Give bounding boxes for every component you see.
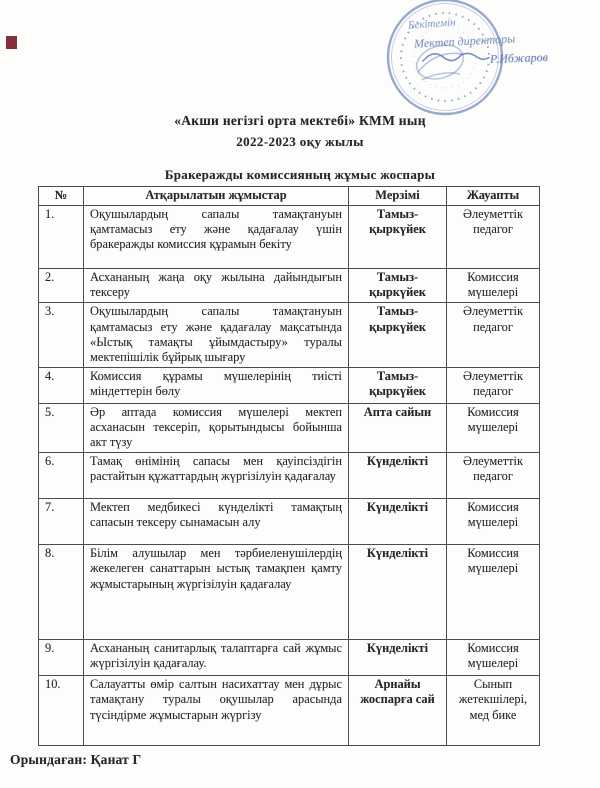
term-cell: Күнделікті xyxy=(349,545,447,640)
task-cell: Тамақ өнімінің сапасы мен қауіпсіздігін растайтын құжаттардың жүргізілуін қадағалау xyxy=(84,453,349,499)
row-number-cell: 2. xyxy=(39,269,84,303)
responsible-cell: Комиссия мүшелері xyxy=(447,403,540,452)
responsible-cell: Комиссия мүшелері xyxy=(447,499,540,545)
term-cell: Тамыз-қыркүйек xyxy=(349,367,447,403)
responsible-cell: Әлеуметтік педагог xyxy=(447,367,540,403)
school-name-title: «Акши негізгі орта мектебі» КММ ның xyxy=(174,113,426,128)
plan-title: Бракеражды комиссияның жұмыс жоспары xyxy=(164,167,436,182)
task-cell: Оқушылардың сапалы тамақтануын қамтамасыз ету және қадағалау мақсатында «Ыстық тамақты ұйымдастыру» туралы мектепішілік бұйрық шығару xyxy=(84,303,349,368)
row-number-cell: 10. xyxy=(39,676,84,746)
row-number-cell: 6. xyxy=(39,453,84,499)
task-cell: Асхананың санитарлық талаптарға сай жұмыс жүргізілуін қадағалау. xyxy=(84,640,349,676)
table-row xyxy=(39,453,540,499)
task-cell: Оқушылардың сапалы тамақтануын қамтамасыз ету және қадағалау үшін бракеражды комиссия құрамын бекіту xyxy=(84,206,349,269)
task-cell: Комиссия құрамы мүшелерінің тиісті міндеттерін бөлу xyxy=(84,367,349,403)
task-cell: Салауатты өмір салтын насихаттау мен дұрыс тамақтану туралы оқушылар арасында түсіндірме жұмыстарын жүргізу xyxy=(84,676,349,746)
term-cell: Күнделікті xyxy=(349,640,447,676)
row-number-cell: 1. xyxy=(39,206,84,269)
document-title-block xyxy=(0,113,600,183)
academic-year-title: 2022-2023 оқу жылы xyxy=(236,134,364,149)
header-term: Мерзімі xyxy=(349,187,447,206)
scan-artifact-mark xyxy=(6,36,17,49)
header-responsible: Жауапты xyxy=(447,187,540,206)
stamp-approve-text: Бекітемін xyxy=(407,16,457,32)
table-header-row xyxy=(39,187,540,206)
row-number-cell: 8. xyxy=(39,545,84,640)
director-signature-name: Р.Ибжаров xyxy=(489,49,549,67)
responsible-cell: Комиссия мүшелері xyxy=(447,269,540,303)
header-tasks: Атқарылатын жұмыстар xyxy=(84,187,349,206)
task-cell: Білім алушылар мен тәрбиеленушілердің жекелеген санаттарын ыстық тамақпен қамту жұмыстарының жүргізілуін қадағалау xyxy=(84,545,349,640)
task-cell: Асхананың жаңа оқу жылына дайындығын тексеру xyxy=(84,269,349,303)
responsible-cell: Әлеуметтік педагог xyxy=(447,453,540,499)
table-row xyxy=(39,367,540,403)
responsible-cell: Сынып жетекшілері, мед бике xyxy=(447,676,540,746)
table-row xyxy=(39,403,540,452)
term-cell: Күнделікті xyxy=(349,453,447,499)
table-row xyxy=(39,676,540,746)
task-cell: Мектеп медбикесі күнделікті тамақтың сапасын тексеру сынамасын алу xyxy=(84,499,349,545)
row-number-cell: 5. xyxy=(39,403,84,452)
stamp-director-text: Мектеп директоры xyxy=(413,31,516,51)
table-row xyxy=(39,303,540,368)
term-cell: Тамыз-қыркүйек xyxy=(349,303,447,368)
term-cell: Тамыз-қыркүйек xyxy=(349,269,447,303)
executor-line: Орындаған: Қанат Г xyxy=(10,752,142,767)
term-cell: Күнделікті xyxy=(349,499,447,545)
responsible-cell: Әлеуметтік педагог xyxy=(447,303,540,368)
table-row xyxy=(39,269,540,303)
row-number-cell: 3. xyxy=(39,303,84,368)
term-cell: Апта сайын xyxy=(349,403,447,452)
table-row xyxy=(39,206,540,269)
row-number-cell: 7. xyxy=(39,499,84,545)
signature-stroke-icon xyxy=(420,48,490,66)
table-row xyxy=(39,640,540,676)
responsible-cell: Комиссия мүшелері xyxy=(447,545,540,640)
row-number-cell: 9. xyxy=(39,640,84,676)
task-cell: Әр аптада комиссия мүшелері мектеп асханасын тексеріп, қорытындысы бойынша акт түзу xyxy=(84,403,349,452)
term-cell: Арнайы жоспарға сай xyxy=(349,676,447,746)
table-row xyxy=(39,499,540,545)
responsible-cell: Комиссия мүшелері xyxy=(447,640,540,676)
term-cell: Тамыз-қыркүйек xyxy=(349,206,447,269)
table-row xyxy=(39,545,540,640)
work-plan-table xyxy=(38,186,540,746)
header-number: № xyxy=(39,187,84,206)
responsible-cell: Әлеуметтік педагог xyxy=(447,206,540,269)
row-number-cell: 4. xyxy=(39,367,84,403)
